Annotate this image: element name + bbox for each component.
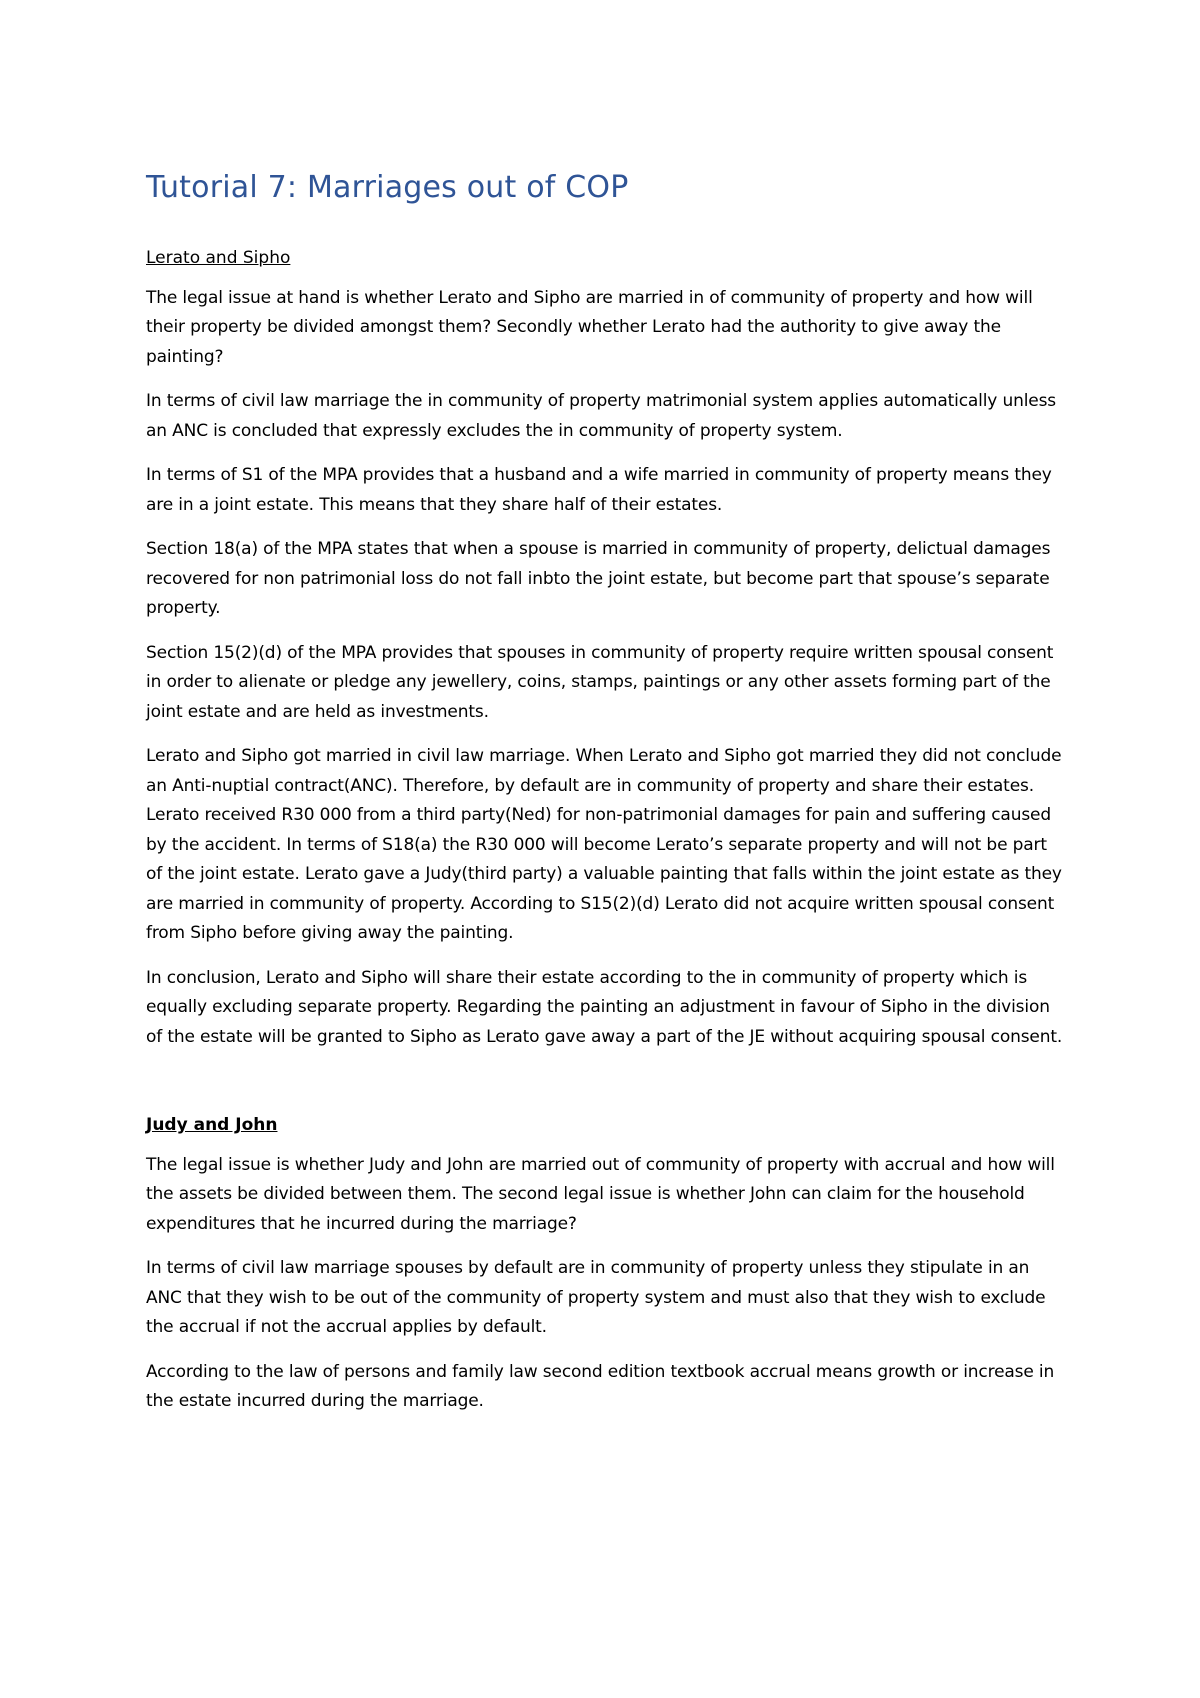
paragraph: The legal issue is whether Judy and John are married out of community of property with accrual and how will the assets be divided between them. The second legal issue is whether John can claim for the household expenditures that he incurred during the marriage? — [146, 1154, 1055, 1234]
paragraph: According to the law of persons and family law second edition textbook accrual means growth or increase in the estate incurred during the marriage. — [146, 1361, 1055, 1411]
document-body — [146, 168, 1066, 1432]
paragraph: In conclusion, Lerato and Sipho will share their estate according to the in community of property which is equally excluding separate property. Regarding the painting an adjustment in favour of Sipho in the division of the estate will be granted to Sipho as Lerato gave away a part of the JE without acquiring spousal consent. — [146, 967, 1063, 1047]
paragraph: The legal issue at hand is whether Lerato and Sipho are married in of community of property and how will their property be divided amongst them? Secondly whether Lerato had the authority to give away the painting? — [146, 287, 1033, 367]
paragraph: In terms of S1 of the MPA provides that a husband and a wife married in community of property means they are in a joint estate. This means that they share half of their estates. — [146, 465, 1052, 515]
section-spacer — [146, 1067, 1066, 1111]
paragraph: In terms of civil law marriage the in community of property matrimonial system applies automatically unless an ANC is concluded that expressly excludes the in community of property system. — [146, 391, 1057, 441]
paragraph: Section 15(2)(d) of the MPA provides that spouses in community of property require written spousal consent in order to alienate or pledge any jewellery, coins, stamps, paintings or any other assets forming part of the joint estate and are held as investments. — [146, 642, 1054, 722]
paragraph: In terms of civil law marriage spouses by default are in community of property unless they stipulate in an ANC that they wish to be out of the community of property system and must also that they wish to exclude the accrual if not the accrual applies by default. — [146, 1258, 1046, 1337]
document-title: Tutorial 7: Marriages out of COP — [146, 170, 629, 205]
section-heading: Lerato and Sipho — [146, 248, 291, 268]
paragraph: Section 18(a) of the MPA states that when a spouse is married in community of property, delictual damages recovered for non patrimonial loss do not fall inbto the joint estate, but become part that spouse’s separate property. — [146, 539, 1051, 618]
paragraph: Lerato and Sipho got married in civil law marriage. When Lerato and Sipho got married they did not conclude an Anti-nuptial contract(ANC). Therefore, by default are in community of property and share their estates. Lerato received R30 000 from a third party(Ned) for non-patrimonial damages for pain and suffering caused by the accident. In terms of S18(a) the R30 000 will become Lerato’s separate property and will not be part of the joint estate. Lerato gave a Judy(third party) a valuable painting that falls within the joint estate as they are married in community of property. According to S15(2)(d) Lerato did not acquire written spousal consent from Sipho before giving away the painting. — [146, 746, 1062, 943]
section-lerato-sipho — [146, 244, 1066, 1052]
section-heading: Judy and John — [146, 1115, 278, 1135]
section-judy-john — [146, 1111, 1066, 1417]
